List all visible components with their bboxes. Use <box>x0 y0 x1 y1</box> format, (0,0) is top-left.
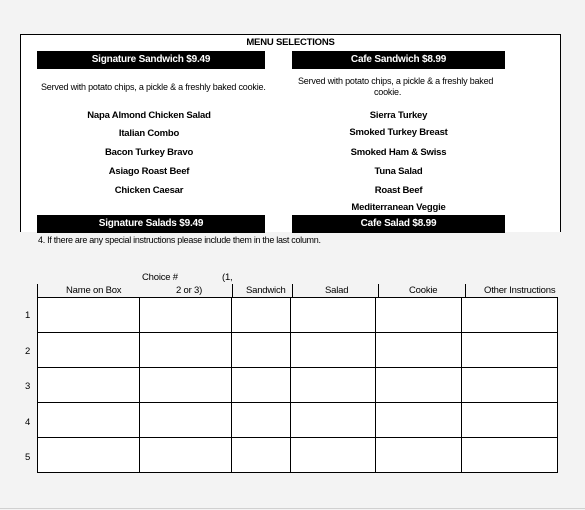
menu-item: Italian Combo <box>118 128 180 139</box>
header-divider <box>232 284 233 297</box>
header-salad: Salad <box>325 285 349 296</box>
header-divider <box>465 284 466 297</box>
header-choice-line-1: Choice # <box>142 272 178 283</box>
header-divider <box>292 284 293 297</box>
menu-item: Bacon Turkey Bravo <box>104 147 194 158</box>
table-row <box>38 298 558 333</box>
cafe-salad-header: Cafe Salad $8.99 <box>292 215 505 233</box>
row-number: 4 <box>25 417 31 428</box>
salad-cell[interactable] <box>291 333 376 368</box>
sandwich-cell[interactable] <box>232 438 291 473</box>
header-sandwich: Sandwich <box>246 285 286 296</box>
header-divider <box>378 284 379 297</box>
menu-item: Chicken Caesar <box>114 185 184 196</box>
menu-item: Smoked Ham & Swiss <box>350 147 447 158</box>
signature-sandwich-header: Signature Sandwich $9.49 <box>37 51 265 69</box>
name-cell[interactable] <box>38 368 140 403</box>
name-cell[interactable] <box>38 333 140 368</box>
row-number: 3 <box>25 381 31 392</box>
choice-cell[interactable] <box>140 298 232 333</box>
menu-item: Tuna Salad <box>374 166 423 177</box>
row-number: 5 <box>25 452 31 463</box>
table-row <box>38 438 558 473</box>
menu-item: Roast Beef <box>374 185 423 196</box>
cafe-description-line-2: cookie. <box>374 87 402 97</box>
header-choice-line-2: 2 or 3) <box>176 285 203 296</box>
choice-cell[interactable] <box>140 333 232 368</box>
menu-title: MENU SELECTIONS <box>246 37 335 48</box>
menu-item: Mediterranean Veggie <box>351 202 446 213</box>
row-number: 2 <box>25 346 31 357</box>
choice-cell[interactable] <box>140 368 232 403</box>
sandwich-cell[interactable] <box>232 298 291 333</box>
table-row <box>38 333 558 368</box>
salad-cell[interactable] <box>291 298 376 333</box>
name-cell[interactable] <box>38 438 140 473</box>
header-name-on-box: Name on Box <box>66 285 122 296</box>
sandwich-cell[interactable] <box>232 403 291 438</box>
menu-item: Napa Almond Chicken Salad <box>87 110 211 121</box>
signature-sandwich-description: Served with potato chips, a pickle & a freshly baked cookie. <box>41 82 266 92</box>
cookie-cell[interactable] <box>376 368 462 403</box>
cookie-cell[interactable] <box>376 403 462 438</box>
name-cell[interactable] <box>38 298 140 333</box>
other-instructions-cell[interactable] <box>462 403 558 438</box>
header-cookie: Cookie <box>409 285 438 296</box>
salad-cell[interactable] <box>291 438 376 473</box>
menu-item: Sierra Turkey <box>369 110 428 121</box>
cafe-sandwich-description <box>298 76 498 98</box>
sandwich-cell[interactable] <box>232 333 291 368</box>
header-other-instructions: Other Instructions <box>484 285 556 296</box>
row-number: 1 <box>25 310 31 321</box>
other-instructions-cell[interactable] <box>462 333 558 368</box>
special-instructions-note: 4. If there are any special instructions please include them in the last column. <box>38 235 321 245</box>
name-cell[interactable] <box>38 403 140 438</box>
other-instructions-cell[interactable] <box>462 438 558 473</box>
menu-item: Smoked Turkey Breast <box>349 127 448 138</box>
header-choice-paren: (1, <box>222 272 233 283</box>
salad-cell[interactable] <box>291 368 376 403</box>
salad-cell[interactable] <box>291 403 376 438</box>
sandwich-cell[interactable] <box>232 368 291 403</box>
choice-cell[interactable] <box>140 438 232 473</box>
order-form-table <box>37 297 558 473</box>
choice-cell[interactable] <box>140 403 232 438</box>
menu-selections-box <box>20 34 561 232</box>
cafe-sandwich-header: Cafe Sandwich $8.99 <box>292 51 505 69</box>
cafe-description-line-1: Served with potato chips, a pickle & a freshly baked <box>298 76 494 86</box>
cookie-cell[interactable] <box>376 333 462 368</box>
cookie-cell[interactable] <box>376 298 462 333</box>
signature-salads-header: Signature Salads $9.49 <box>37 215 265 233</box>
other-instructions-cell[interactable] <box>462 298 558 333</box>
table-row <box>38 368 558 403</box>
table-row <box>38 403 558 438</box>
menu-item: Asiago Roast Beef <box>108 166 190 177</box>
header-divider <box>37 284 38 297</box>
cookie-cell[interactable] <box>376 438 462 473</box>
other-instructions-cell[interactable] <box>462 368 558 403</box>
page-bottom-edge <box>0 508 585 509</box>
